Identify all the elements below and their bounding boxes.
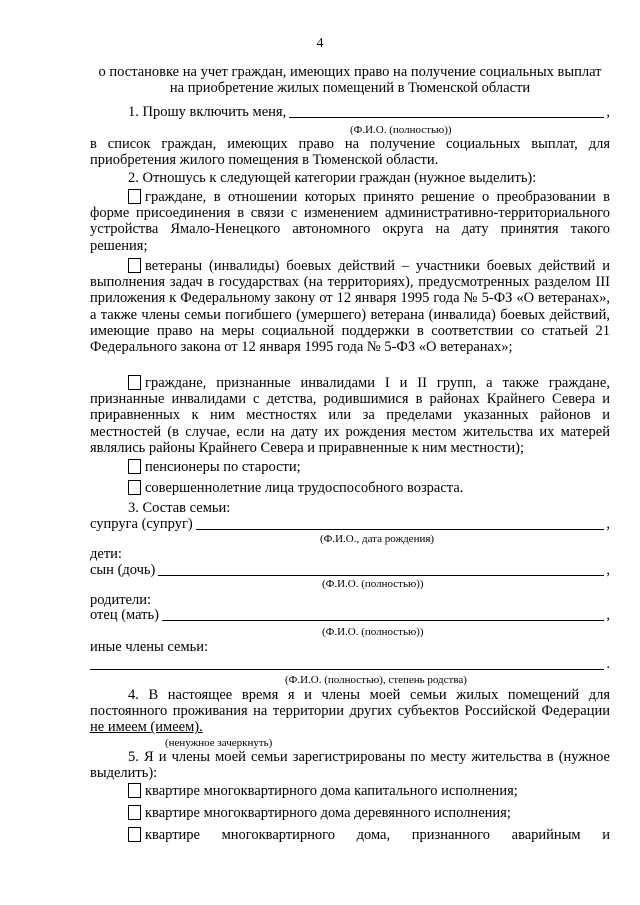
category-option: пенсионеры по старости;: [90, 459, 610, 475]
others-label: иные члены семьи:: [90, 639, 209, 655]
parent-row: отец (мать) ,: [90, 607, 610, 623]
others-row: .: [90, 656, 610, 672]
item5-label: 5. Я и члены моей семьи зарегистрированы по месту жительства в (нужное выделить):: [90, 749, 610, 782]
child-field[interactable]: [158, 562, 604, 576]
category-option: ветераны (инвалиды) боевых действий – участники боевых действий и выполнения задач в государствах (на территориях), предусмотренных разделом III приложения к Федеральному закону от 12 января 1995 года № 5-ФЗ «О ветеранах», а также члены семьи погибшего (умершего) ветерана (инвалида) боевых действий, имеющие право на меры социальной поддержки в соответствии со статьей 21 Федерального закона от 12 января 1995 года № 5-ФЗ «О ветеранах»;: [90, 258, 610, 356]
spouse-caption: (Ф.И.О., дата рождения): [320, 533, 435, 545]
item4-text: 4. В настоящее время я и члены моей семьи жилых помещений для постоянного проживания на территории других субъектов Российской Федерации не имеем (имеем).: [90, 687, 610, 736]
registration-checkbox[interactable]: [128, 827, 141, 842]
spouse-row: супруга (супруг) ,: [90, 516, 610, 532]
parent-caption: (Ф.И.О. (полностью)): [322, 626, 424, 638]
registration-option: квартире многоквартирного дома деревянного исполнения;: [90, 805, 610, 821]
parent-field[interactable]: [162, 607, 604, 621]
applicant-name-field[interactable]: [289, 104, 604, 118]
parent-label: отец (мать): [90, 607, 159, 623]
applicant-name-caption: (Ф.И.О. (полностью)): [350, 124, 452, 136]
registration-checkbox[interactable]: [128, 783, 141, 798]
category-checkbox[interactable]: [128, 258, 141, 273]
page-number: 4: [316, 36, 324, 51]
others-field[interactable]: [90, 656, 604, 670]
child-label: сын (дочь): [90, 562, 156, 578]
category-checkbox[interactable]: [128, 480, 141, 495]
item1-label: 1. Прошу включить меня,: [128, 104, 287, 120]
parents-label: родители:: [90, 592, 152, 608]
registration-checkbox[interactable]: [128, 805, 141, 820]
children-label: дети:: [90, 546, 122, 562]
others-caption: (Ф.И.О. (полностью), степень родства): [285, 674, 467, 686]
category-option: граждане, признанные инвалидами I и II групп, а также граждане, признанные инвалидами с детства, родившимися в районах Крайнего Севера и приравненных к ним местностях или за пределами указанных районов и местностей (в случае, если на дату их рождения местом жительства их матерей являлись районы Крайнего Севера и приравненные к ним местности);: [90, 375, 610, 456]
child-row: сын (дочь) ,: [90, 562, 610, 578]
applicant-name-row: [90, 104, 610, 120]
item4-caption: (ненужное зачеркнуть): [165, 737, 273, 749]
form-title: о постановке на учет граждан, имеющих право на получение социальных выплат на приобретение жилых помещений в Тюменской области: [98, 64, 602, 96]
registration-option: квартире многоквартирного дома, признанного аварийным и: [90, 827, 610, 843]
category-option: граждане, в отношении которых принято решение о преобразовании в форме присоединения в связи с изменением административно-территориального устройства Ямало-Ненецкого автономного округа на дату принятия такого решения;: [90, 189, 610, 254]
item4-have-not-have[interactable]: не имеем (имеем).: [90, 719, 203, 736]
category-checkbox[interactable]: [128, 189, 141, 204]
category-checkbox[interactable]: [128, 375, 141, 390]
registration-option: квартире многоквартирного дома капитального исполнения;: [90, 783, 610, 799]
item1-continuation: в список граждан, имеющих право на получение социальных выплат, для приобретения жилого помещения в Тюменской области.: [90, 136, 610, 169]
item3-label: 3. Состав семьи:: [128, 500, 231, 516]
category-option: совершеннолетние лица трудоспособного возраста.: [90, 480, 610, 496]
category-checkbox[interactable]: [128, 459, 141, 474]
item2-label: 2. Отношусь к следующей категории граждан (нужное выделить):: [128, 170, 537, 186]
child-caption: (Ф.И.О. (полностью)): [322, 578, 424, 590]
spouse-field[interactable]: [196, 516, 605, 530]
item1-end: ,: [606, 104, 610, 120]
spouse-label: супруга (супруг): [90, 516, 193, 532]
